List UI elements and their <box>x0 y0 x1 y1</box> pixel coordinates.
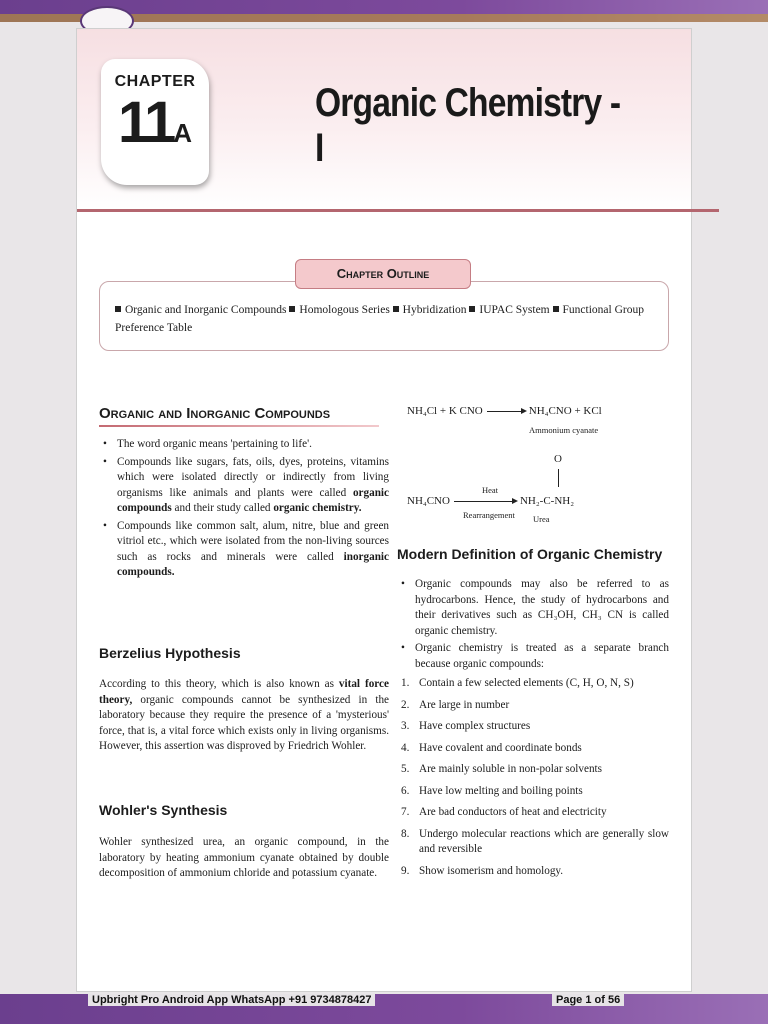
item-text: Are mainly soluble in non-polar solvents <box>419 763 603 775</box>
item-number: 9. <box>401 864 410 877</box>
bullet-bold-term: organic compounds <box>117 486 389 514</box>
berzelius-bold-term: vital force theory, <box>99 678 389 706</box>
chapter-number-digits: 11 <box>117 90 174 155</box>
reaction-products: NH₄CNO + KCl <box>528 405 602 417</box>
item-text: Show isomerism and homology. <box>419 864 564 877</box>
outline-item: Homologous Series <box>299 304 390 316</box>
square-bullet-icon <box>469 306 475 312</box>
reaction-2-condition-top: Heat <box>482 485 499 495</box>
urea-oxygen: O <box>554 453 562 465</box>
chapter-outline-tag <box>295 259 471 289</box>
chapter-label: CHAPTER <box>114 73 196 90</box>
header-divider <box>77 209 719 212</box>
bullet-text: Compounds like sugars, fats, oils, dyes, proteins, vitamins which were isolated directly or indirectly from living organisms like animals and plants were called <box>117 455 389 499</box>
item-text: Contain a few selected elements (C, H, O, N, S) <box>419 677 634 689</box>
outline-item: Organic and Inorganic Compounds <box>125 304 287 316</box>
reaction-2-label: Urea <box>533 514 550 524</box>
chapter-badge <box>101 59 209 185</box>
bullet-item: • Organic chemistry is treated as a separate branch because organic compounds: <box>397 641 669 672</box>
item-number: 3. <box>401 720 410 732</box>
bullet-item: • Organic compounds may also be referred to as hydrocarbons. Hence, the study of hydrocarbons and their derivatives such as CH₃OH, CH₃ CN is called organic chemistry. <box>397 577 669 639</box>
item-text: Are large in number <box>419 698 510 711</box>
chapter-number <box>101 90 209 163</box>
reaction-reactants: NH₄CNO <box>407 495 450 507</box>
modern-definition-heading: Modern Definition of Organic Chemistry <box>397 546 663 562</box>
section-heading-organic-inorganic: Organic and Inorganic Compounds <box>99 405 331 422</box>
reaction-products: NH₂-C-NH₂ <box>519 495 575 507</box>
numbered-item <box>397 864 669 880</box>
bullet-item <box>99 437 389 453</box>
outline-item-continuation: Preference Table <box>115 322 193 334</box>
numbered-item <box>397 805 669 821</box>
reaction-1-label: Ammonium cyanate <box>529 425 599 435</box>
bullet-text: Compounds like common salt, alum, nitre, blue and green vitriol etc., which were isolated from the non-living sources such as rocks and minerals were called <box>117 519 389 563</box>
numbered-item <box>397 741 669 757</box>
wohler-body: Wohler synthesized urea, an organic compound, in the laboratory by heating ammonium cyanate obtained by double decomposition of ammonium chloride and potassium cyanate. <box>99 836 389 879</box>
bullet-text: The word organic means 'pertaining to life'. <box>117 438 312 450</box>
item-text: Have covalent and coordinate bonds <box>419 741 582 754</box>
square-bullet-icon <box>115 306 121 312</box>
numbered-item <box>397 784 669 800</box>
item-number: 4. <box>401 741 410 754</box>
outline-item: Functional Group <box>562 304 644 316</box>
bullet-item <box>99 519 389 581</box>
item-text: Undergo molecular reactions which are generally slow and reversible <box>419 827 669 855</box>
reaction-2 <box>407 495 574 507</box>
section-heading-underline <box>99 425 379 427</box>
reaction-arrow-icon <box>487 411 525 412</box>
outline-item: IUPAC System <box>479 304 550 316</box>
bullet-item <box>99 455 389 517</box>
bullet-text: and their study called <box>171 502 274 514</box>
berzelius-text: organic compounds cannot be synthesized in the laboratory because they require the presence of a 'mysterious' force, that is, a vital force which exists only in living organisms. However, this assertion was disproved by Friedrich Wohler. <box>99 693 389 752</box>
item-text: Have low melting and boiling points <box>419 784 583 797</box>
reaction-arrow-icon <box>454 501 516 502</box>
numbered-item <box>397 676 669 692</box>
item-number: 6. <box>401 784 410 797</box>
numbered-item <box>397 827 669 858</box>
reaction-reactants: NH₄Cl + K CNO <box>407 405 483 417</box>
berzelius-body <box>99 677 389 755</box>
bullet-bold-term: inorganic compounds. <box>117 550 389 578</box>
item-text: Have complex structures <box>419 720 531 732</box>
modern-definition-body <box>397 577 669 885</box>
numbered-item <box>397 698 669 714</box>
item-number: 2. <box>401 698 410 711</box>
item-number: 1. <box>401 677 410 689</box>
chapter-letter: A <box>173 118 193 148</box>
page-title: Organic Chemistry - I <box>315 81 621 170</box>
reaction-2-condition-bottom: Rearrangement <box>463 510 515 520</box>
berzelius-heading: Berzelius Hypothesis <box>99 645 241 661</box>
numbered-item <box>397 719 669 735</box>
item-number: 7. <box>401 806 410 818</box>
bullet-bold-term: organic chemistry. <box>273 502 362 514</box>
wohler-heading: Wohler's Synthesis <box>99 802 228 818</box>
section-organic-inorganic-body <box>99 437 389 583</box>
square-bullet-icon <box>393 306 399 312</box>
item-number: 5. <box>401 763 410 775</box>
document-page <box>76 28 692 992</box>
footer-watermark-text: Upbright Pro Android App WhatsApp +91 9734878427 <box>88 994 375 1006</box>
item-text: Are bad conductors of heat and electricity <box>419 806 607 818</box>
outline-item: Hybridization <box>402 304 467 316</box>
reaction-1 <box>407 405 602 417</box>
chapter-outline-text <box>115 301 663 337</box>
page-number: Page 1 of 56 <box>552 994 624 1006</box>
double-bond-line <box>558 469 559 487</box>
chapter-outline-label: Chapter Outline <box>336 266 430 281</box>
square-bullet-icon <box>553 306 559 312</box>
numbered-item <box>397 762 669 778</box>
square-bullet-icon <box>289 306 295 312</box>
berzelius-text: According to this theory, which is also known as <box>99 678 339 690</box>
item-number: 8. <box>401 827 410 840</box>
